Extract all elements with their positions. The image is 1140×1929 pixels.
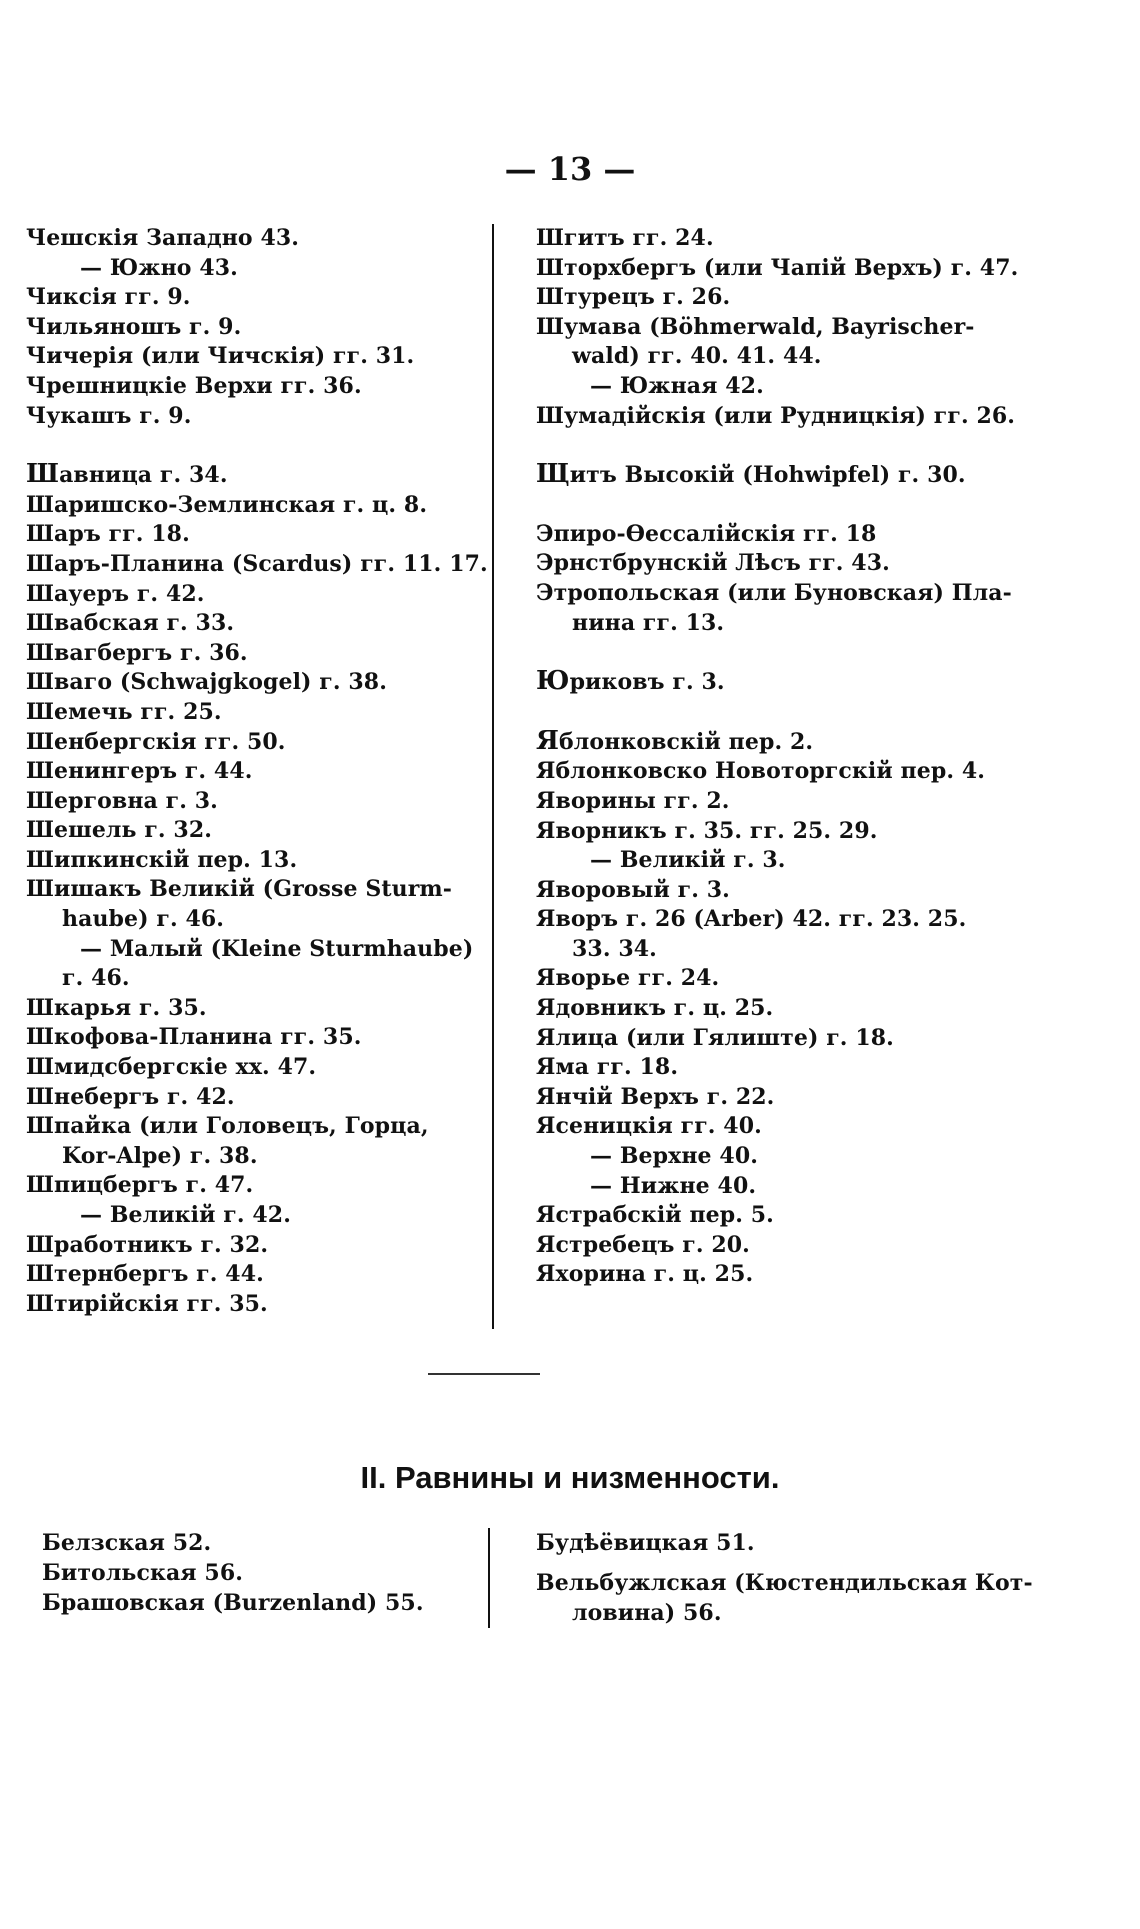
index-entry: Штернбергъ г. 44. <box>26 1261 264 1288</box>
index-entry: — Верхне 40. <box>590 1143 758 1170</box>
column-divider <box>492 224 494 1329</box>
group-spacer <box>536 491 986 520</box>
index-entry: Чичерія (или Чичскія) гг. 31. <box>26 343 415 370</box>
index-entry: haube) г. 46. <box>62 906 225 933</box>
index-entry: — Нижне 40. <box>590 1172 757 1199</box>
section2-column-left <box>42 1528 424 1618</box>
index-entry: Будѣёвицкая 51. <box>536 1530 755 1556</box>
index-entry-letter-start <box>536 460 986 491</box>
initial-letter: Ш <box>26 459 60 490</box>
index-entry: — Южная 42. <box>590 372 764 399</box>
index-entry: нина гг. 13. <box>572 609 725 636</box>
section2-column-right <box>536 1528 1033 1628</box>
index-entry: Шваго (Schwajgkogel) г. 38. <box>26 669 387 696</box>
index-entry: Швабская г. 33. <box>26 610 235 637</box>
index-entry: Шумадійскія (или Рудницкія) гг. 26. <box>536 402 1016 429</box>
index-entry: Шенингеръ г. 44. <box>26 758 253 785</box>
index-entry: Яворовый г. 3. <box>536 876 730 903</box>
entry-text: блонковскій пер. 2. <box>559 728 814 755</box>
index-entry: Швагбергъ г. 36. <box>26 639 248 666</box>
index-entry: Шпицбергъ г. 47. <box>26 1172 254 1199</box>
index-entry: Ядовникъ г. ц. 25. <box>536 995 774 1022</box>
group-spacer <box>536 1558 1033 1568</box>
index-entry: Шауеръ г. 42. <box>26 580 205 607</box>
index-entry: Ястребецъ г. 20. <box>536 1231 750 1258</box>
index-entry: Битольская 56. <box>42 1560 243 1586</box>
index-column-right <box>536 224 1019 1290</box>
index-entry: Шумава (Böhmerwald, Bayrischer- <box>536 313 975 340</box>
index-entry: wald) гг. 40. 41. 44. <box>572 343 822 370</box>
index-entry: — Малый (Kleine Sturmhaube) <box>80 935 474 962</box>
index-entry: ловина) 56. <box>572 1600 722 1626</box>
group-spacer <box>536 698 986 727</box>
entry-text: риковъ г. 3. <box>569 669 725 696</box>
index-entry: — Южно 43. <box>80 254 238 281</box>
group-spacer <box>536 431 986 460</box>
index-entry: Шкофова-Планина гг. 35. <box>26 1024 362 1051</box>
index-entry: Чрешницкіе Верхи гг. 36. <box>26 372 362 399</box>
index-entry-letter-start <box>536 667 986 698</box>
index-entry: Эпиро-Өессалійскія гг. 18 <box>536 520 877 547</box>
group-spacer <box>536 638 986 667</box>
index-entry: Штирійскія гг. 35. <box>26 1290 268 1317</box>
index-entry: Kor-Alpe) г. 38. <box>62 1142 258 1169</box>
group-spacer <box>26 431 466 460</box>
index-entry-letter-start <box>26 460 466 491</box>
index-entry: Брашовская (Burzenland) 55. <box>42 1590 424 1616</box>
index-entry: Шемечь гг. 25. <box>26 698 222 725</box>
initial-letter: Ю <box>536 666 570 697</box>
index-entry: Эрнстбрунскій Лѣсъ гг. 43. <box>536 550 890 577</box>
index-entry: Шаръ гг. 18. <box>26 521 190 548</box>
index-entry: Шнебергъ г. 42. <box>26 1083 235 1110</box>
index-entry: Яхорина г. ц. 25. <box>536 1261 754 1288</box>
index-entry: Шаръ-Планина (Scardus) гг. 11. 17. <box>26 550 488 577</box>
index-entry: Яблонковско Новоторгскій пер. 4. <box>536 758 986 785</box>
section2-column-divider <box>488 1528 490 1628</box>
index-entry: Ястрабскій пер. 5. <box>536 1202 774 1229</box>
index-entry: Ясеницкія гг. 40. <box>536 1113 762 1140</box>
page-number: — 13 — <box>504 150 636 188</box>
index-entry: Яворникъ г. 35. гг. 25. 29. <box>536 817 878 844</box>
index-entry: Шешель г. 32. <box>26 817 213 844</box>
index-entry-letter-start <box>536 727 986 758</box>
index-entry: 33. 34. <box>572 935 657 962</box>
index-entry: Шгитъ гг. 24. <box>536 225 714 251</box>
index-entry: Вельбужлская (Кюстендильская Кот- <box>536 1570 1033 1596</box>
index-entry: Чешскія Западно 43. <box>26 225 300 251</box>
section-title: II. Равнины и низменности. <box>360 1460 780 1495</box>
section-separator <box>428 1373 540 1375</box>
index-entry: Шишакъ Великій (Grosse Sturm- <box>26 876 453 903</box>
index-entry: Шипкинскій пер. 13. <box>26 846 298 873</box>
index-entry: Янчій Верхъ г. 22. <box>536 1083 775 1110</box>
index-entry: Белзская 52. <box>42 1530 212 1556</box>
index-entry: Шмидсбергскіе хх. 47. <box>26 1054 317 1081</box>
initial-letter: Я <box>536 725 560 756</box>
index-entry: — Великій г. 3. <box>590 847 786 874</box>
index-column-left <box>26 224 488 1319</box>
index-entry: Яма гг. 18. <box>536 1054 679 1081</box>
index-entry: г. 46. <box>62 965 130 992</box>
index-entry: — Великій г. 42. <box>80 1202 291 1228</box>
index-entry: Шенбергскія гг. 50. <box>26 728 286 755</box>
index-entry: Шерговна г. 3. <box>26 787 218 814</box>
index-entry: Шкарья г. 35. <box>26 994 207 1021</box>
initial-letter: Щ <box>536 459 570 490</box>
index-entry: Шторхбергъ (или Чапій Верхъ) г. 47. <box>536 254 1019 281</box>
index-entry: Шаришско-Землинская г. ц. 8. <box>26 491 428 518</box>
index-entry: Ялица (или Гялиште) г. 18. <box>536 1024 894 1051</box>
index-entry: Яворье гг. 24. <box>536 965 720 992</box>
index-entry: Шработникъ г. 32. <box>26 1231 269 1258</box>
index-entry: Чукашъ г. 9. <box>26 402 192 429</box>
entry-text: авница г. 34. <box>59 462 228 489</box>
index-entry: Шпайка (или Головецъ, Горца, <box>26 1113 429 1140</box>
entry-text: итъ Высокій (Hohwipfel) г. 30. <box>569 462 966 489</box>
index-entry: Этропольская (или Буновская) Пла- <box>536 579 1012 606</box>
index-entry: Чиксія гг. 9. <box>26 284 191 311</box>
index-entry: Яворъ г. 26 (Arber) 42. гг. 23. 25. <box>536 906 967 933</box>
index-entry: Чильяношъ г. 9. <box>26 313 242 340</box>
index-entry: Штурецъ г. 26. <box>536 284 731 311</box>
index-entry: Яворины гг. 2. <box>536 787 730 814</box>
